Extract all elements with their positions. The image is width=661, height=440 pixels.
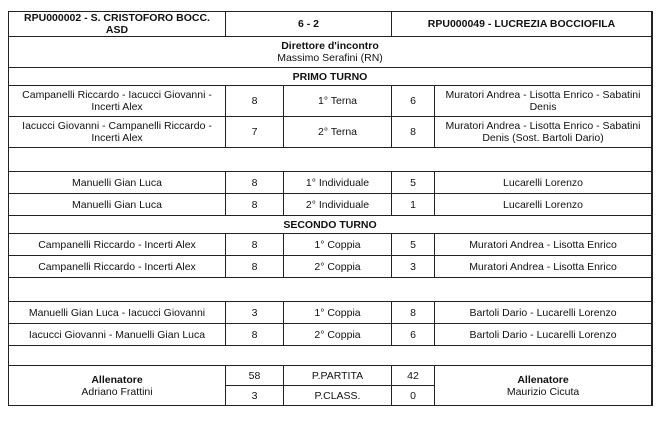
section-title-second: SECONDO TURNO <box>9 216 652 234</box>
away-players: Bartoli Dario - Lucarelli Lorenzo <box>435 302 652 324</box>
table-row <box>9 324 652 346</box>
table-row <box>9 302 652 324</box>
section-title-first: PRIMO TURNO <box>9 68 652 86</box>
away-coach-label: Allenatore <box>517 373 569 386</box>
home-score: 8 <box>226 86 284 117</box>
away-score: 3 <box>392 256 435 278</box>
game-type: 2° Coppia <box>284 256 392 278</box>
away-players: Muratori Andrea - Lisotta Enrico <box>435 256 652 278</box>
home-score: 8 <box>226 194 284 216</box>
home-players: Iacucci Giovanni - Manuelli Gian Luca <box>9 324 226 346</box>
home-players: Manuelli Gian Luca - Iacucci Giovanni <box>9 302 226 324</box>
home-score: 8 <box>226 256 284 278</box>
home-score: 8 <box>226 234 284 256</box>
footer-row-partita <box>9 366 652 386</box>
home-team: RPU000002 - S. CRISTOFORO BOCC. ASD <box>9 12 226 37</box>
director-row <box>9 37 652 68</box>
home-coach-label: Allenatore <box>91 373 143 386</box>
away-players: Lucarelli Lorenzo <box>435 172 652 194</box>
away-players: Muratori Andrea - Lisotta Enrico <box>435 234 652 256</box>
away-score: 6 <box>392 86 435 117</box>
away-team: RPU000049 - LUCREZIA BOCCIOFILA <box>392 12 652 37</box>
spacer-row <box>9 346 652 366</box>
away-score: 1 <box>392 194 435 216</box>
home-score: 3 <box>226 302 284 324</box>
class-label: P.CLASS. <box>284 386 392 406</box>
away-coach <box>435 366 652 406</box>
director-label: Direttore d'incontro <box>281 40 379 52</box>
partita-label: P.PARTITA <box>284 366 392 386</box>
away-coach-name: Maurizio Cicuta <box>506 385 580 398</box>
away-score: 5 <box>392 234 435 256</box>
home-players: Manuelli Gian Luca <box>9 194 226 216</box>
away-players: Lucarelli Lorenzo <box>435 194 652 216</box>
game-type: 2° Coppia <box>284 324 392 346</box>
away-score: 8 <box>392 302 435 324</box>
match-score: 6 - 2 <box>226 12 392 37</box>
home-score: 7 <box>226 117 284 148</box>
away-players: Muratori Andrea - Lisotta Enrico - Sabatini Denis (Sost. Bartoli Dario) <box>435 117 652 148</box>
home-coach-name: Adriano Frattini <box>81 385 153 398</box>
away-score: 5 <box>392 172 435 194</box>
home-players: Campanelli Riccardo - Iacucci Giovanni - Incerti Alex <box>9 86 226 117</box>
away-players: Muratori Andrea - Lisotta Enrico - Sabatini Denis <box>435 86 652 117</box>
section-row <box>9 68 652 86</box>
game-type: 1° Coppia <box>284 234 392 256</box>
table-row <box>9 117 652 148</box>
game-type: 2° Individuale <box>284 194 392 216</box>
table-row <box>9 234 652 256</box>
game-type: 2° Terna <box>284 117 392 148</box>
home-score: 8 <box>226 324 284 346</box>
home-players: Manuelli Gian Luca <box>9 172 226 194</box>
game-type: 1° Individuale <box>284 172 392 194</box>
header-row <box>9 12 652 37</box>
home-score: 8 <box>226 172 284 194</box>
game-type: 1° Coppia <box>284 302 392 324</box>
section-row <box>9 216 652 234</box>
partita-away: 42 <box>392 366 435 386</box>
home-coach <box>9 366 226 406</box>
director-name: Massimo Serafini (RN) <box>277 52 383 64</box>
table-row <box>9 172 652 194</box>
match-report <box>8 11 653 406</box>
spacer-row <box>9 278 652 302</box>
home-players: Campanelli Riccardo - Incerti Alex <box>9 256 226 278</box>
home-players: Campanelli Riccardo - Incerti Alex <box>9 234 226 256</box>
home-players: Iacucci Giovanni - Campanelli Riccardo - Incerti Alex <box>9 117 226 148</box>
match-table <box>8 11 652 406</box>
spacer-row <box>9 148 652 172</box>
table-row <box>9 86 652 117</box>
class-away: 0 <box>392 386 435 406</box>
away-score: 6 <box>392 324 435 346</box>
game-type: 1° Terna <box>284 86 392 117</box>
away-score: 8 <box>392 117 435 148</box>
partita-home: 58 <box>226 366 284 386</box>
table-row <box>9 194 652 216</box>
table-row <box>9 256 652 278</box>
away-players: Bartoli Dario - Lucarelli Lorenzo <box>435 324 652 346</box>
class-home: 3 <box>226 386 284 406</box>
